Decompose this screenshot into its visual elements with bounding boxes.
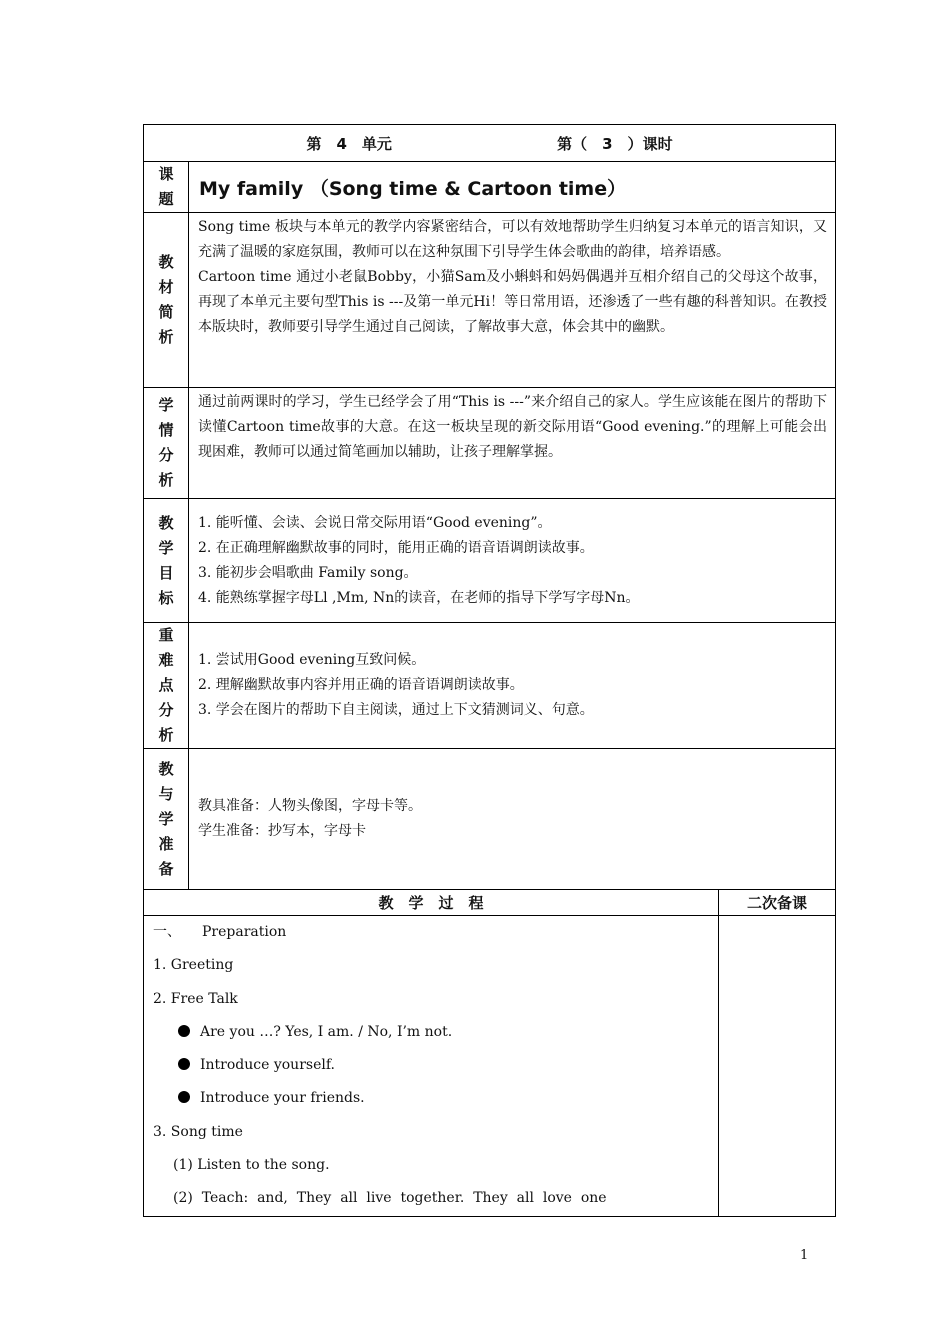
label-char: 准 <box>158 834 174 853</box>
bullet-icon <box>178 1058 190 1070</box>
label-char: 学 <box>158 538 174 557</box>
vertical-label-text <box>144 757 188 882</box>
label-char: 析 <box>158 471 174 489</box>
label-char: 重 <box>158 626 174 644</box>
student-prep: 学生准备：抄写本，字母卡 <box>198 823 366 839</box>
bullet-line <box>153 1049 710 1082</box>
material-para-1: Song time 板块与本单元的教学内容紧密结合，可以有效地帮助学生归纳复习本单元的语言知识，又充满了温暖的家庭氛围，教师可以在这种氛围下引导学生体会歌曲的韵律，培养语感。 <box>198 219 828 260</box>
second-prep-content <box>719 916 836 1217</box>
topic-title: My family （Song time & Cartoon time） <box>189 162 836 213</box>
label-char: 分 <box>158 701 174 719</box>
topic-label <box>144 162 189 213</box>
process-body-row <box>144 916 836 1217</box>
process-content <box>144 916 719 1217</box>
bullet-text: Introduce yourself. <box>200 1057 335 1074</box>
goals-label <box>144 499 189 623</box>
label-char: 教 <box>158 513 174 532</box>
material-label <box>144 213 189 388</box>
key-points-text <box>189 623 836 749</box>
key-points-row <box>144 623 836 749</box>
vertical-label-text <box>144 250 188 350</box>
goal-item: 3. 能初步会唱歌曲 Family song。 <box>198 564 418 581</box>
bullet-icon <box>178 1025 190 1037</box>
process-header-row <box>144 890 836 916</box>
page-number: 1 <box>800 1248 809 1263</box>
goal-item: 4. 能熟练掌握字母Ll ,Mm, Nn的读音，在老师的指导下学写字母Nn。 <box>198 589 640 606</box>
process-line: 1. Greeting <box>153 957 234 974</box>
bullet-text: Introduce your friends. <box>200 1090 365 1107</box>
prep-text <box>189 749 836 890</box>
material-text <box>189 213 836 388</box>
label-char: 情 <box>158 421 174 439</box>
students-text <box>189 388 836 499</box>
teacher-prep: 教具准备：人物头像图，字母卡等。 <box>198 798 422 814</box>
students-para: 通过前两课时的学习，学生已经学会了用“This is ---”来介绍自己的家人。学生应该能在图片的帮助下读懂Cartoon time故事的大意。在这一板块呈现的新交际用语“Good evening.”的理解上可能会出现困难，教师可以通过简笔画加以辅助，让孩子理解掌握。 <box>198 394 828 460</box>
label-char: 教 <box>158 759 174 778</box>
label-char: 课 <box>158 165 174 183</box>
material-para-2: Cartoon time 通过小老鼠Bobby，小猫Sam及小蝌蚪和妈妈偶遇并互相介绍自己的父母这个故事，再现了本单元主要句型This is ---及第一单元Hi！等日常用语，还渗透了一些有趣的科普知识。在教授本版块时，教师要引导学生通过自己阅读，了解故事大意，体会其中的幽默。 <box>198 269 828 335</box>
process-line: 一、 Preparation <box>153 924 287 940</box>
vertical-label-text <box>144 623 188 748</box>
label-char: 分 <box>158 446 174 464</box>
label-char: 学 <box>158 396 174 414</box>
period-label: 第（ 3 ）课时 <box>557 134 673 153</box>
vertical-label-text <box>144 162 188 212</box>
key-point-item: 3. 学会在图片的帮助下自主阅读，通过上下文猜测词义、句意。 <box>198 702 594 718</box>
label-char: 目 <box>158 563 174 582</box>
vertical-label-text <box>144 393 188 493</box>
goals-row <box>144 499 836 623</box>
bullet-line <box>153 1082 710 1115</box>
bullet-line <box>153 1016 710 1049</box>
second-prep-label: 二次备课 <box>719 890 836 916</box>
label-char: 点 <box>158 676 174 694</box>
label-char: 备 <box>158 859 174 878</box>
prep-label <box>144 749 189 890</box>
key-points-label <box>144 623 189 749</box>
label-char: 学 <box>158 809 174 828</box>
process-line: (2) Teach: and, They all live together. They all love one <box>173 1190 607 1207</box>
lesson-plan-table <box>143 124 836 1217</box>
bullet-text: Are you …? Yes, I am. / No, I’m not. <box>200 1023 453 1040</box>
students-row <box>144 388 836 499</box>
label-char: 简 <box>158 303 174 321</box>
topic-row <box>144 162 836 213</box>
label-char: 析 <box>158 726 174 744</box>
bullet-icon <box>178 1091 190 1103</box>
header-row <box>144 125 836 162</box>
process-label: 教 学 过 程 <box>144 890 719 916</box>
process-line: 2. Free Talk <box>153 990 238 1007</box>
key-point-item: 1. 尝试用Good evening互致问候。 <box>198 652 426 668</box>
process-line: (1) Listen to the song. <box>173 1157 330 1174</box>
label-char: 析 <box>158 328 174 346</box>
label-char: 与 <box>158 784 174 803</box>
material-row <box>144 213 836 388</box>
process-line: 3. Song time <box>153 1123 243 1140</box>
label-char: 难 <box>158 651 174 669</box>
goal-item: 2. 在正确理解幽默故事的同时，能用正确的语音语调朗读故事。 <box>198 539 594 556</box>
goals-text <box>189 499 836 623</box>
students-label <box>144 388 189 499</box>
label-char: 教 <box>158 253 174 271</box>
key-point-item: 2. 理解幽默故事内容并用正确的语音语调朗读故事。 <box>198 677 524 693</box>
vertical-label-text <box>144 511 188 611</box>
goal-item: 1. 能听懂、会读、会说日常交际用语“Good evening”。 <box>198 514 552 531</box>
label-char: 材 <box>158 278 174 296</box>
prep-row <box>144 749 836 890</box>
label-char: 题 <box>158 190 174 208</box>
unit-label: 第 4 单元 <box>306 134 392 153</box>
header-cell <box>144 125 836 162</box>
label-char: 标 <box>158 588 174 607</box>
